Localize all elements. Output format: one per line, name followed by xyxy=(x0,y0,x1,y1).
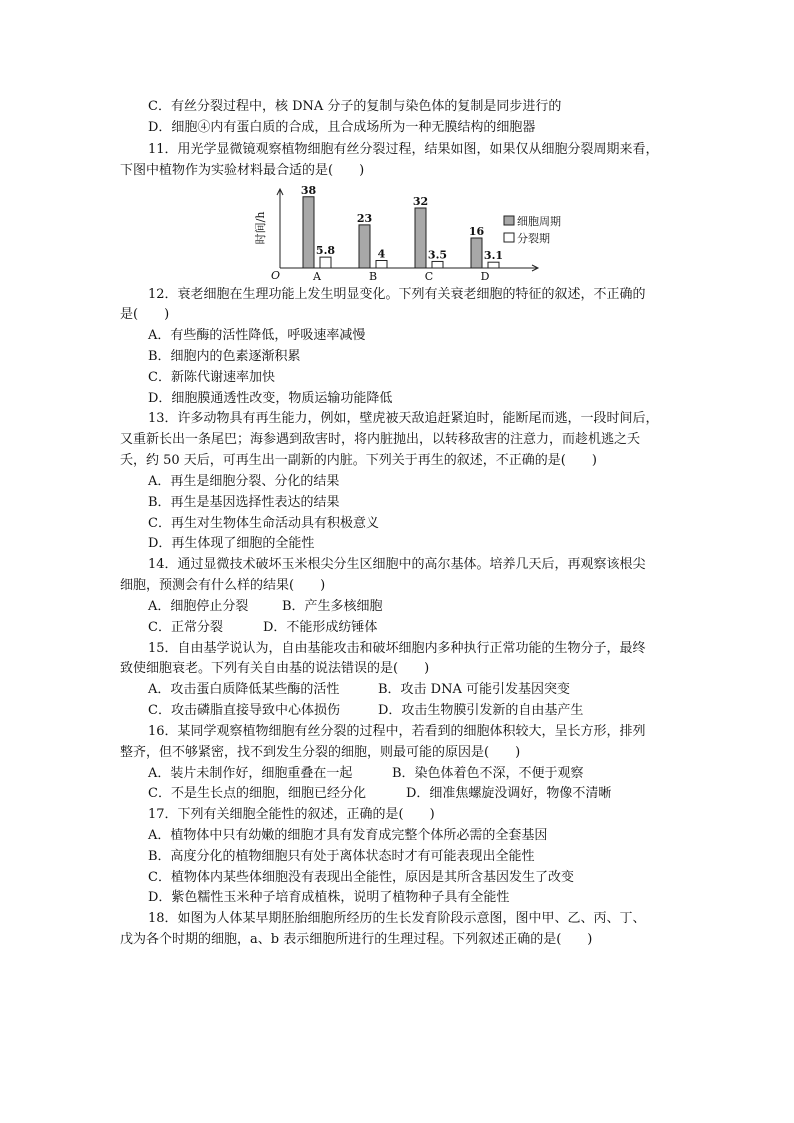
q14-stem-line1: 14．通过显微技术破坏玉米根尖分生区细胞中的高尔基体。培养几天后，再观察该根尖 xyxy=(148,557,646,572)
q16-stem-line2: 整齐，但不够紧密，找不到发生分裂的细胞，则最可能的原因是( ) xyxy=(120,745,521,760)
category-label-C: C xyxy=(424,270,434,283)
q12-option-d: D．细胞膜通透性改变，物质运输功能降低 xyxy=(148,391,393,406)
label-cycle-B: 23 xyxy=(356,211,373,225)
q17-option-b: B．高度分化的植物细胞只有处于离体状态时才有可能表现出全能性 xyxy=(148,849,535,864)
legend-swatch-division xyxy=(504,233,514,242)
q15-option-a: A．攻击蛋白质降低某些酶的活性 xyxy=(148,682,340,697)
category-label-D: D xyxy=(480,270,490,283)
q14-option-d: D．不能形成纺锤体 xyxy=(263,620,378,635)
bar-division-D xyxy=(488,262,499,268)
q14-option-a: A．细胞停止分裂 xyxy=(148,599,249,614)
q18-stem-line2: 戊为各个时期的细胞，a、b 表示细胞所进行的生理过程。下列叙述正确的是( ) xyxy=(120,932,593,947)
q11-stem-line1: 11．用光学显微镜观察植物细胞有丝分裂过程，结果如图，如果仅从细胞分裂周期来看， xyxy=(148,142,659,157)
q16-stem-line1: 16．某同学观察植物细胞有丝分裂的过程中，若看到的细胞体积较大，呈长方形，排列 xyxy=(148,724,646,739)
category-label-B: B xyxy=(368,270,378,283)
q14-option-b: B．产生多核细胞 xyxy=(282,599,383,614)
q17-option-c: C．植物体内某些体细胞没有表现出全能性，原因是其所含基因发生了改变 xyxy=(148,870,574,885)
q13-stem-line2: 又重新长出一条尾巴；海参遇到敌害时，将内脏抛出，以转移敌害的注意力，而趁机逃之夭 xyxy=(120,432,641,447)
q13-option-b: B．再生是基因选择性表达的结果 xyxy=(148,495,340,510)
q15-stem-line2: 致使细胞衰老。下列有关自由基的说法错误的是( ) xyxy=(120,661,430,676)
legend-label-division: 分裂期 xyxy=(517,232,550,245)
q18-stem-line1: 18．如图为人体某早期胚胎细胞所经历的生长发育阶段示意图，图中甲、乙、丙、丁、 xyxy=(148,911,646,926)
q15-option-b: B．攻击 DNA 可能引发基因突变 xyxy=(378,682,571,697)
origin-label: O xyxy=(271,269,281,282)
q17-option-a: A．植物体中只有幼嫩的细胞才具有发育成完整个体所必需的全套基因 xyxy=(148,828,548,843)
label-division-C: 3.5 xyxy=(427,248,448,262)
q14-option-c: C．正常分裂 xyxy=(148,620,223,635)
q12-option-c: C．新陈代谢速率加快 xyxy=(148,370,275,385)
label-division-D: 3.1 xyxy=(483,249,504,263)
q10-option-c: C．有丝分裂过程中，核 DNA 分子的复制与染色体的复制是同步进行的 xyxy=(148,99,562,114)
bar-division-A xyxy=(320,257,331,268)
q16-option-a: A．装片未制作好，细胞重叠在一起 xyxy=(148,766,353,781)
q13-option-a: A．再生是细胞分裂、分化的结果 xyxy=(148,474,340,489)
bar-cycle-B xyxy=(359,225,370,268)
q16-option-d: D．细准焦螺旋没调好，物像不清晰 xyxy=(406,786,612,801)
y-axis-label: 时间/h xyxy=(254,211,267,245)
label-division-B: 4 xyxy=(377,247,386,261)
bar-cycle-A xyxy=(303,197,314,268)
q16-option-b: B．染色体着色不深，不便于观察 xyxy=(392,766,584,781)
cell-cycle-bar-chart xyxy=(250,183,561,283)
label-cycle-C: 32 xyxy=(412,195,429,208)
q10-option-d: D．细胞④内有蛋白质的合成，且合成场所为一种无膜结构的细胞器 xyxy=(148,120,536,135)
q12-option-b: B．细胞内的色素逐渐积累 xyxy=(148,349,301,364)
legend-label-cycle: 细胞周期 xyxy=(517,215,561,228)
q15-option-d: D．攻击生物膜引发新的自由基产生 xyxy=(378,703,584,718)
q11-stem-line2: 下图中植物作为实验材料最合适的是( ) xyxy=(120,163,365,178)
q17-option-d: D．紫色糯性玉米种子培育成植株，说明了植物种子具有全能性 xyxy=(148,890,510,905)
q13-option-d: D．再生体现了细胞的全能性 xyxy=(148,536,315,551)
bar-division-B xyxy=(376,261,387,269)
bar-division-C xyxy=(432,261,443,268)
q13-stem-line3: 夭，约 50 天后，可再生出一副新的内脏。下列关于再生的叙述，不正确的是( ) xyxy=(120,453,597,468)
label-cycle-A: 38 xyxy=(300,183,317,197)
label-cycle-D: 16 xyxy=(468,225,485,238)
q15-stem-line1: 15．自由基学说认为，自由基能攻击和破坏细胞内多种执行正常功能的生物分子，最终 xyxy=(148,641,646,656)
q12-stem-line2: 是( ) xyxy=(120,307,170,322)
bar-cycle-C xyxy=(415,208,426,268)
q15-option-c: C．攻击磷脂直接导致中心体损伤 xyxy=(148,703,340,718)
q13-option-c: C．再生对生物体生命活动具有积极意义 xyxy=(148,516,379,531)
q17-stem-line1: 17．下列有关细胞全能性的叙述，正确的是( ) xyxy=(148,807,435,822)
legend-swatch-cycle xyxy=(504,216,514,225)
q12-stem-line1: 12．衰老细胞在生理功能上发生明显变化。下列有关衰老细胞的特征的叙述，不正确的 xyxy=(148,287,646,302)
label-division-A: 5.8 xyxy=(315,244,336,258)
bar-cycle-D xyxy=(471,238,482,268)
q12-option-a: A．有些酶的活性降低，呼吸速率减慢 xyxy=(148,328,366,343)
category-label-A: A xyxy=(313,270,321,283)
q14-stem-line2: 细胞，预测会有什么样的结果( ) xyxy=(120,578,326,593)
q16-option-c: C．不是生长点的细胞，细胞已经分化 xyxy=(148,786,366,801)
q13-stem-line1: 13．许多动物具有再生能力，例如，壁虎被天敌追赶紧迫时，能断尾而逃，一段时间后， xyxy=(148,411,659,426)
